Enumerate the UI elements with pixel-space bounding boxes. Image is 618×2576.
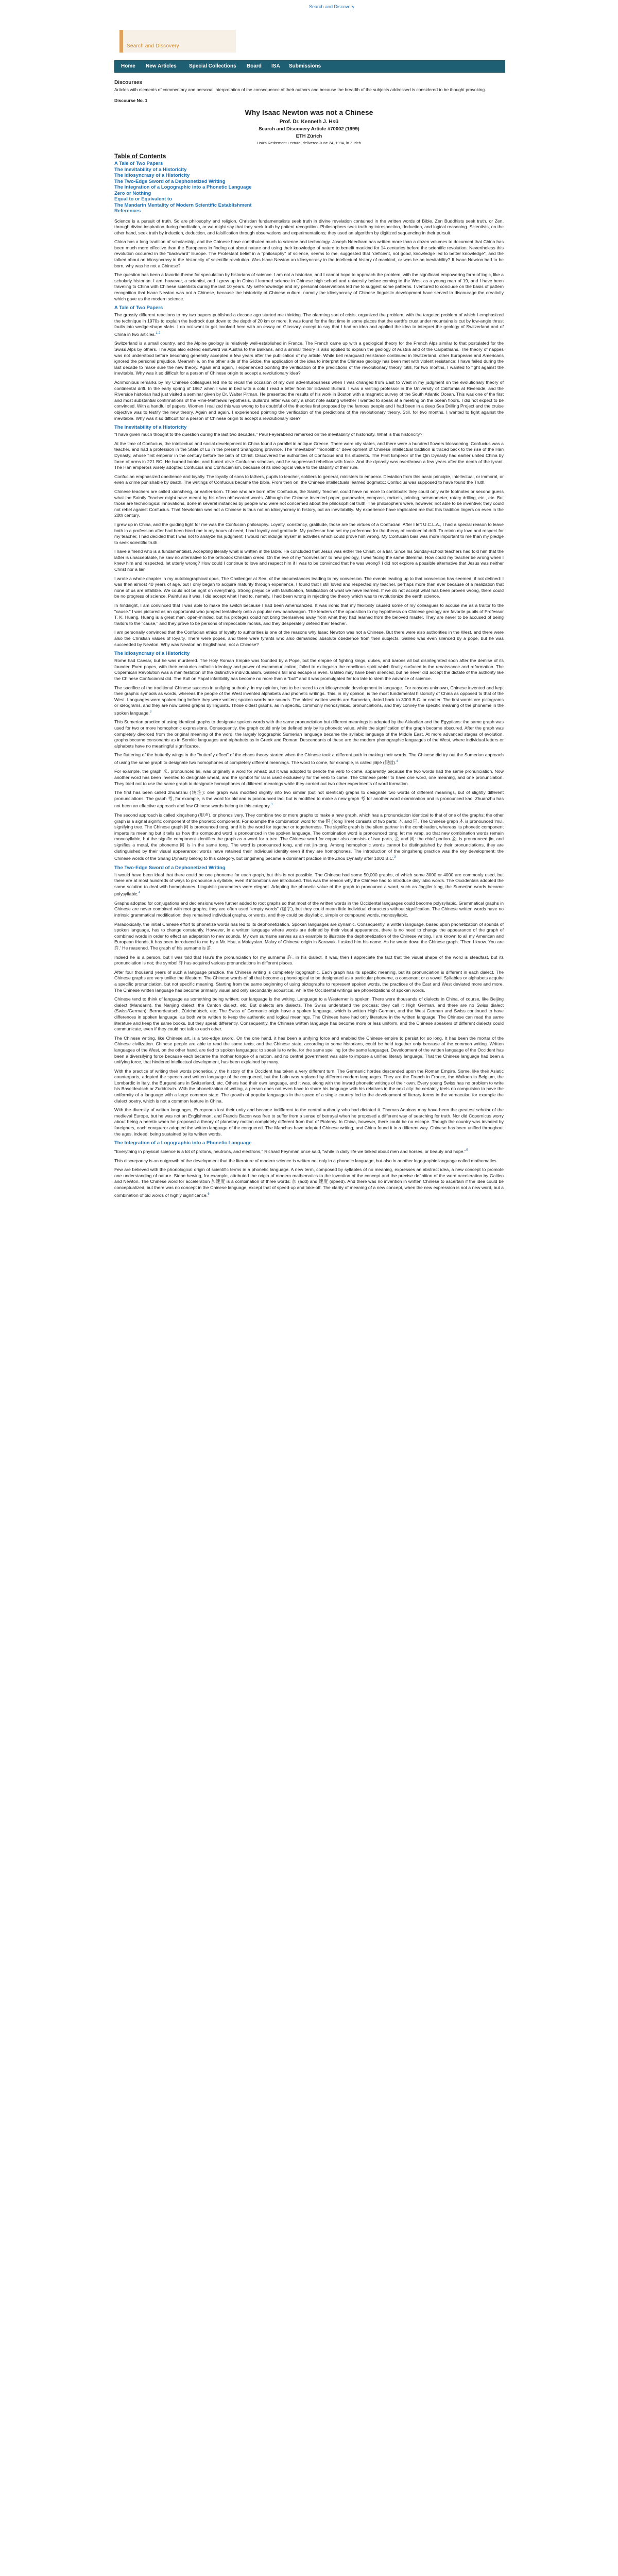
toc-link-zero-or-nothing[interactable]: Zero or Nothing bbox=[114, 190, 151, 196]
body-paragraph bbox=[114, 872, 504, 897]
body-paragraph bbox=[114, 1147, 504, 1155]
paragraph-text: Acrimonious remarks by my Chinese colleagues led me to recall the occasion of my own adventurousness when I was changed from East to West in my judgment on the evolutionary theory of continental drift. In the early spring of 1967 when I was in bed with a cold I read a letter from Sir Edward Bullard. I was a visiting professor in the University of California at Riverside, and the Riverside historian had just visited a seminar given by Dr. Walter Pitman. He presented the results of his work in Boston with a magnetic survey of the South Atlantic Ocean. This was one of the first and most substantial confirmations of the Vine-Matthews hypothesis. Bullard's letter was only a short note asking whether I wanted to speak at a meeting on the ocean floors. I did not expect to be convinced. With a handful of papers. Women I realized this was wrong to be doubtful of the theories first proposed by the famous people and I had been in a deep Sea Drilling Project and the cruise objective was to testify the new theory. Again and again, I experienced pointing the verification of the predictions of the revolutionary theory. Still, for two months, I wanted to fight against the inevitable. Why was it so difficult for a person of Chinese origin to accept a revolutionary idea? bbox=[114, 380, 504, 421]
paragraph-text: China has a long tradition of scholarship, and the Chinese have contributed much to science and technology. Joseph Needham has written more than a dozen volumes to document that China has been much more effective than the Europeans in finding out about nature and using their knowledge of nature to benefit mankind for 14 centuries before the scientific revolution. Nevertheless this revolution occurred in the "backward" Europe. The Protestant belief in a "philosophy" of science, seems to me, suggested that "deficient, not good, knowledge led to better knowledge", and the talked about an idiosyncrasy in the historicity of scientific revolution. Was Isaac Newton an idiosyncrasy in the intellectual history of mankind, or was he an inevitability? If Isaac Newton had to be born, why was he not a Chinese? bbox=[114, 239, 504, 268]
body-paragraph bbox=[114, 441, 504, 471]
body-paragraph bbox=[114, 432, 504, 438]
toc-item bbox=[114, 173, 504, 179]
footnote-reference[interactable]: 3 bbox=[270, 803, 273, 807]
toc-link-idiosyncrasy[interactable]: The Idiosyncrasy of a Historicity bbox=[114, 173, 190, 178]
breadcrumb[interactable]: Discourses bbox=[114, 80, 142, 86]
paragraph-text: Paradoxically, the initial Chinese effort to phonetize words has led to its dephonetization. Spoken languages are dynamic. Consequently, a written language, based upon phonetization of sounds of spoken language, has to change constantly. However, in a written language where words are defined by their visual appearance, there is no need to change the appearance of the graph of combined words in order to effect an adaptation to new sounds. My own surname serves as an example to illustrate the dephonetization of the Chinese writing. I am known to all my American and European friends, it has been introduced to me by a Mr. Hsu, a Malaysian. Malay of Chinese origin in Sarawak. I asked him his name. As he wrote down the Chinese graph. 'Then I know. You are 許.' He reasoned. The graph of his surname is 許. bbox=[114, 921, 504, 951]
body-paragraph bbox=[114, 752, 504, 766]
table-of-contents bbox=[114, 161, 504, 214]
body-paragraph bbox=[114, 1036, 504, 1065]
paragraph-text: "Everything in physical science is a lot of protons, neutrons, and electrons," Richard Feynman once said, "while in daily life we talked about men and horses, or beauty and hope." bbox=[114, 1149, 467, 1155]
body-paragraph bbox=[114, 549, 504, 572]
toc-item bbox=[114, 167, 504, 173]
nav-submissions[interactable]: Submissions bbox=[289, 63, 321, 69]
body-paragraph bbox=[114, 658, 504, 682]
paragraph-text: Graphs adopted for conjugations and declensions were further added to root graphs so that most of the written words in the Occidental languages could become polysyllabic. Grammatical graphs in Chinese are never combined with root graphs; they are often used "empty words" (虚字), but they could mean little individual characters without signification. The Chinese written words have no intrinsic grammatical modification: they remained individual graphs, or words, and they could be disyllabic, simple or compound words, monosyllabic. bbox=[114, 900, 504, 918]
paragraph-text: Chinese tend to think of language as something being written; our language is the writing. Language to a Westerner is spoken. There were thousands of dialects in China, of course, like Beijing dialect (Mandarin), the Nanjing dialect, the Canton dialect, etc. But dialects are dialects. The Swiss understand the process; they call it High German, and there are no Swiss dialect (Swiss/German): Bernerdeutsch, Zürichdütsch, etc. The Swiss of Germanic origin have a spoken language, which is written High German, and the West German and Swiss continued to have differences in spoken language, as both write written to keep the authentic and logical meanings. The Chinese have had only literature in the written language. The Chinese can read the same literature and keep the same books, but they speak differently. Consequently, the Chinese written language has become more or less uniform, and the Chinese speakers of different dialects could communicate, even if they could not talk to each other. bbox=[114, 996, 504, 1032]
top-home-link[interactable]: Search and Discovery bbox=[309, 4, 355, 9]
paragraph-text: Chinese teachers are called xiansheng, or earlier-born. Those who are born after Confucius, the Saintly Teacher, could have no more to contribute: they could only write footnotes or second guess what the Saintly Teacher might have meant by his often obfuscated words. Although the Chinese invented paper, gunpowder, compass, rockets, printing, seismometer, rotary drilling, etc., etc. But those are technological innovations, done in several instances by people who were not concerned about the philosophical truth. The philosophers were, however, not able to be inventive; they could not rebel against Confucius. That Newtonian was not a Chinese is thus not an idiosyncrasy in history, but an inevitability. My experience have implicated me that this tradition lingers on even in the 20th century. bbox=[114, 488, 504, 518]
body-paragraph bbox=[114, 239, 504, 269]
paragraph-text: With the practice of writing their words phonetically, the history of the Occident has taken a very different turn. The Germanic hordes descended upon the Roman Empire. Some, like their Asiatic counterparts, adopted the speech and written language of the conquered, but the Latin was replaced by different modern languages. They are the French in France, the Walloon in Belgium, the Lombardic in Italy, the Burgundians in Switzerland, etc. Others had their own language, and it was, along with the inward phonetic writings of their own. Every young Swiss has no problem to write his Baseldeutsch or Zuridütsch. With the phonetization of writing, a person does not even have to share his language with his relatives in the next city: he certainly feels no compulsion to have the uniformity of a language with a large common state. The growth of popular languages in the space of a single country led to the development of literary forms in the vernacular, for example the dialect poetry, which is not a common feature in China. bbox=[114, 1068, 504, 1104]
paragraph-text: Few are believed with the phonological origin of scientific terms in a phonetic language. A new term, composed by syllables of no meaning, expresses an abstract idea, a new concept to promote one understanding of nature. Stone-hewing, for example, attributed the origin of modern mathematics to the invention of the concept and the precise definition of the word acceleration by Galileo and Newton. The Chinese word for acceleration 加速度 is a combination of three words: 加 (add) and 速度 (speed). And there was no invention in written Chinese to ascertain if the idea could be conceptualized, but there was no concept in the Chinese language, except that of speed-up and take-off. The clarity of meaning of a new concept, when the new expression is not a new word, but a combination of old words of highly significance. bbox=[114, 1167, 504, 1198]
discourse-number: Discourse No. 1 bbox=[114, 98, 148, 103]
section-heading: The Integration of a Logographic into a Phonetic Language bbox=[114, 1140, 252, 1146]
body-paragraph bbox=[114, 812, 504, 862]
toc-item bbox=[114, 184, 504, 191]
toc-link-references[interactable]: References bbox=[114, 208, 141, 214]
paragraph-text: At the time of Confucius, the intellectual and social development in China found a parallel in antique Greece. There were city states, and there were a hundred flowers blossoming. Confucius was a teacher, and had a profession in the State of Lu in the present Shangdong province. The "inevitable" "monolithic" development of Chinese intellectual tradition is traced back to the rise of the Han Dynasty, whose first emperor in the century before the birth of Christ. Discovered the authorities of Confucius and his students. The First Emperor of the Qin Dynasty had earlier united China by force of arms in 221 BC. He burned books, and buried alive Confucian scholars, and he suppressed rebellion with force. And the dynasty was overthrown a few years after the death of the tyrant. The Han emperors wisely adopted Confucius and Confucianism, because of its ideological value to the stability of their rule. bbox=[114, 440, 504, 470]
nav-new-articles[interactable]: New Articles bbox=[146, 63, 177, 69]
footnote-reference[interactable]: 3 bbox=[394, 855, 396, 859]
paragraph-text: It would have been ideal that there could be one phoneme for each graph, but this is not possible. The Chinese had some 50,000 graphs, of which some 3000 or 4000 are commonly used, but there are at most hundreds of ways to pronounce a syllable, even if intonations are introduced. This was the reason why the Chinese had to introduce disyllabic words. The Occidentals adopted the same solution to deal with homophones. Linguistic parameters were elegant. Adopting the phonetic value of the graph to pronounce a word, such as Jagjiler king, the Sumerian words became polysyllabic. bbox=[114, 872, 504, 897]
toc-item bbox=[114, 191, 504, 197]
toc-link-mandarin-mentality[interactable]: The Mandarin Mentality of Modern Scientific Establishment bbox=[114, 202, 252, 208]
body-paragraph bbox=[114, 901, 504, 919]
paragraph-text: Confucian emphasized obedience and loyalty. The loyalty of sons to fathers, pupils to teacher, soldiers to general, ministers to emperor. Deviation from this basic principle, intellectual, or immoral, or even a crime punishable by death. The writings of Confucius became the bible. From then on, the Chinese intellectuals learned dogmatic: Confucius was supposed to have found the Truth. bbox=[114, 473, 504, 485]
body-paragraph bbox=[114, 1158, 504, 1164]
body-paragraph bbox=[114, 790, 504, 809]
footnote-reference[interactable]: 3 bbox=[149, 709, 152, 714]
paragraph-text: This discrepancy is an outgrowth of the development that the literature of modern science is written not only in a phonetic language, but also in another logographic language called mathematics. bbox=[114, 1158, 498, 1163]
main-navigation bbox=[114, 60, 505, 73]
paragraph-text: The grossly different reactions to my two papers published a decade ago started me thinking. The alarming sort of crisis, organized the problem, with the targeted problem of which I emphasized the technique in 1970s to explain the bedrock dust down to the depth of 20 km or more. It was found for the first time in some places that the earth's crust under mountains is cut by low-angle thrust faults into wedge-shape slabs. I do not want to get involved here with an essay on Glossary, except to say that I had an idea and applied the idea to interpret the geology of Switzerland and of China in two articles. bbox=[114, 312, 504, 337]
section-intro: Articles with elements of commentary and personal interpretation of the consequence of their authors and because the breadth of the subjects addressed is considered to be thought provoking. bbox=[114, 87, 486, 92]
body-paragraph bbox=[114, 1107, 504, 1137]
body-paragraph bbox=[114, 1069, 504, 1105]
toc-link-two-edge-sword[interactable]: The Two-Edge Sword of a Dephonetized Writing bbox=[114, 178, 226, 184]
body-paragraph bbox=[114, 272, 504, 302]
article-event: Hsü's Retirement Lecture, delivered June 24, 1994, in Zürich bbox=[257, 141, 361, 145]
body-paragraph bbox=[114, 218, 504, 236]
paragraph-text: I have a friend who is a fundamentalist. Accepting literally what is written in the Bible. He concluded that Jesus was either the Christ, or a liar. Since his Sunday-school teachers had told him that the latter is unacceptable, he saw no alternative to the orthodox Christian creed. On the eve of my "conversion" to new geology, I was facing the same dilemma. How could my teacher be wrong when I knew him and respected, let utterly wrong? How could I continue to love and respect him if I was to be convinced that he was wrong? I did not explore a possible alternative that Jesus was neither Christ nor a liar. bbox=[114, 549, 504, 572]
body-paragraph bbox=[114, 576, 504, 600]
body-paragraph bbox=[114, 719, 504, 749]
toc-item bbox=[114, 161, 504, 167]
paragraph-text: In hindsight, I am convinced that I was able to make the switch because I had been Americanized. It was ironic that my flexibility caused some of my colleagues to accuse me as a traitor to the "cause." I was pictured as an opportunist who jumped tentatively onto a popular new bandwagon. The leaders of the opposition to my hypothesis on Chinese geology are favorite pupils of Professor T. K. Huang. Huang is a great man, open-minded, but his proteges could not bring themselves away from what they had learned from the beloved master. They are never to be accused of being traitors to the "cause," and they prove to be persons of impeccable morals, and they desperately defend their teacher. bbox=[114, 603, 504, 626]
logo-text: Search and Discovery bbox=[127, 43, 179, 49]
paragraph-text: With the diversity of written languages, Europeans lost their unity and became indifferent to the central authority who had dictated it. Thomas Aquinas may have been the greatest scholar of the medieval Europe, but he was not an Englishman, and Francis Bacon was free to suffer from a sense of betrayal when he proposed a different way of searching for truth. Nor did Copernicus worry about being a heretic when he proposed a theory of planetary motion completely different from that of Ptolemy. In China, however, there could be no escape. Though the country was invaded by foreigners, each conqueror adopted the written language of the conquered. The Manchus have adopted Chinese writing, and China found it in a different way. Chinese has been unified throughout the ages, indeed: being sustained by its written words. bbox=[114, 1107, 504, 1137]
paragraph-text: I am personally convinced that the Confucian ethics of loyalty to authorities is one of the reasons why Isaac Newton was not a Chinese. But there were also authorities in the West, and there were also the Christian values of loyalty. There were popes, and there were tyrants who also demanded absolute obedience from their subjects. Galileo was even silenced by a pope, but he was succeeded by Newton. Why was Newton an Englishman, not a Chinese? bbox=[114, 630, 504, 647]
site-header bbox=[0, 0, 618, 57]
footnote-reference[interactable]: 4 bbox=[396, 759, 398, 763]
article-author: Prof. Dr. Kenneth J. Hsü bbox=[279, 119, 339, 125]
paragraph-text: The sacrifice of the traditional Chinese success in unifying authority, in my opinion, has to be traced to an idiosyncratic development in language. For reasons unknown, Chinese invented and kept their graphic symbols as words, whereas the people of the West invented alphabets and phonetic writings. This, in my opinion, is the most fundamental historicity of China as opposed to that of the West. Languages were spoken long before they were written; spoken words are sounds. The oldest written words are Sumerian, dated back to 3000 B.C. or earlier. The first words are pictograms or ideograms, and they are now called graphs by linguists. Those oldest graphs, as in specific, commonly monosyllabic, pronunciations, and they convey the specific meaning of the phoneme in the spoken language. bbox=[114, 685, 504, 716]
paragraph-text: For example, the graph 来, pronounced lai, was originally a word for wheat; but it was adopted to denote the verb to come, apparently because the two words had the same pronunciation. Now another word has been invented to designate wheat, and the symbol for lai is used exclusively for the verb to come. The Chinese prefer to have one word, one meaning, and one pronunciation. They tried not to use the same graph to designate homophones of different meanings while they carried out two other experiments of word formation. bbox=[114, 769, 504, 786]
footnote-reference[interactable]: 6 bbox=[208, 1192, 210, 1196]
paragraph-text: Switzerland is a small country, and the Alpine geology is relatively well-established in France. The French came up with a geological theory for the French Alps similar to that postulated for the Swiss Alps by others. The Alps also extend eastward via Austria to the Balkans, and a similar theory is also applied to explain the geology of Austria and of the Carpathians. The theory of nappes was not understood before becoming generally accepted a few years after the publication of my article. While bell rearguard resistance continued in Switzerland, other Europeans and Americans ignored the personal prejudice. Meanwhile, on the other side of the Globe, the application of the idea to interpret the Chinese geology has been met with violent resistance; I have failed during the last decade to make sure the new theory. Again and again, I experienced pointing the verification of the predictions of the revolutionary theory. Still, for two months, I wanted to fight against the inevitable. Why was it so difficult for a person of Chinese origin to accept a revolutionary idea? bbox=[114, 341, 504, 376]
paragraph-text: Indeed he is a person, but I was told that Hsu's the pronunciation for my surname 許. in his dialect. It was, then I appreciate the fact that the visual shape of the word is steadfast, but its pronunciation is not; the symbol 許 has acquired various pronunciations in different places. bbox=[114, 954, 504, 966]
body-paragraph bbox=[114, 955, 504, 967]
toc-link-integration[interactable]: The Integration of a Logographic into a Phonetic Language bbox=[114, 184, 252, 190]
toc-link-inevitability[interactable]: The Inevitability of a Historicity bbox=[114, 166, 187, 173]
section-heading: The Inevitability of a Historicity bbox=[114, 425, 187, 431]
section-heading: A Tale of Two Papers bbox=[114, 305, 163, 311]
body-paragraph bbox=[114, 312, 504, 337]
paragraph-text: The first has been called zhuanzhu (转注): one graph was modified slightly into two similar (but not identical) graphs to designate two words of different meanings, but of slightly different pronunciations. The graph 考, for example, is the word for old and is pronounced lao, but is modified to make a new graph 考 for another word examination and is pronounced kao. Zhuanzhu has not been an effective approach and few Chinese words belong to this category. bbox=[114, 790, 504, 809]
paragraph-text: I wrote a whole chapter in my autobiographical opus, The Challenger at Sea, of the circumstances leading to my conversion. The events leading up to that conversion has seemed, if not defined: I was then almost 40 years of age, but I only began to acquire maturity through experience, I found that I still loved and respected my teacher, perhaps more than ever because of a realization that none of us are infallible. We could not be right on everything. Strong prejudice with falsification, falsification of what we have learned. If we do not accept what has been proven wrong, there could be no progress of science. Painful as it was, I did accept what I had to, namely, I had been wrong in rejecting the theory which was to revolutionize the earth science. bbox=[114, 575, 504, 599]
article-content bbox=[114, 79, 504, 1201]
nav-board[interactable]: Board bbox=[247, 63, 262, 69]
paragraph-text: This Sumerian practice of using identical graphs to designate spoken words with the same pronunciation but different meanings is adopted by the Akkadian and the Egyptians: the same graph was used for two or more homophonic expressions. Consequently, the graph could only be defined only by its phonetic value, while the signification of the graph became obscured. After the graph was completely divorced from the original meaning of the word, the largely logographic Sumerian language became the syllabic language of the Middle East. At more advanced stages of evolution, graphs became consonants as in Semitic languages and alphabets as in Greek and Roman. Descendants of these are the modern phonographic languages of the West, where individual letters or alphabets have no meaningful significance. bbox=[114, 719, 504, 749]
body-paragraph bbox=[114, 380, 504, 421]
paragraph-text: I grew up in China, and the guiding light for me was the Confucian philosophy. Loyalty, constancy, gratitude, those are the virtues of a Confucian. After I left U.C.L.A., I had a special reason to leave both in a profession after had been hired me in my hours of need; I had loyalty and gratitude. My professor had set my preference for the theory of continental drift. To retain my love and respect for my teacher, I had decided that I was not to analyze his judgment; I would not indulge myself in activities which could prove him wrong. My Confucian bias was more important to me than my pledge to seek scientific truth. bbox=[114, 521, 504, 545]
body-paragraph bbox=[114, 630, 504, 648]
toc-item bbox=[114, 208, 504, 214]
body-paragraph bbox=[114, 922, 504, 952]
body-paragraph bbox=[114, 970, 504, 993]
toc-item bbox=[114, 196, 504, 202]
paragraph-text: The Chinese writing, like Chinese art, is a two-edge sword. On the one hand, it has been a unifying force and enabled the Chinese empire to persist for so long. It has been the mortar of the Chinese civilization. Chinese people are able to read the same texts, and the Chinese state, according to some historians, could be held together only because of the common writing. Written languages of the West, on the other hand, are tied to spoken languages: to speak is to write, for the same spelling (or the same language). Development of the written language of the Occident has been a diversifying force because each became the mother tongue of a nation, and no central government was able to impose a unified literary language. That the Chinese language had been a unifying force, that hindered intellectual development, has been explained by many. bbox=[114, 1035, 504, 1065]
article-title-block bbox=[114, 108, 504, 145]
footnote-reference[interactable]: 4 bbox=[138, 891, 141, 895]
paragraph-text: Rome had Caesar, but he was murdered. The Holy Roman Empire was founded by a Pope, but the empire of fighting kings, dukes, and barons all but disintegrated soon after the demise of its founder. Even popes, with their centuries catholic ideology and power of excommunication, failed to extinguish the rebellious spirit which finally surfaced in the renaissance and reformation. The Copernican Revolution was a manifestation of the distinctive individualism. Galileo's fall and escape is even. Galileo may have been silenced, but he never did accept the dictate of the authority like the Chinese Confucianist did. The Bull on Papal infallibility has become no more than a "bull" and it was promulgated far too late to stem the advance of science. bbox=[114, 658, 504, 681]
nav-home[interactable]: Home bbox=[121, 63, 135, 69]
article-body bbox=[114, 218, 504, 1199]
paragraph-text: "I have given much thought to the question during the last two decades," Paul Feyerabend remarked on the inevitability of historicity. What is this historicity? bbox=[114, 432, 423, 437]
body-paragraph bbox=[114, 341, 504, 377]
section-heading: The Idiosyncrasy of a Historicity bbox=[114, 651, 190, 657]
footnote-reference[interactable]: 5 bbox=[466, 1148, 468, 1153]
body-paragraph bbox=[114, 603, 504, 626]
nav-special-collections[interactable]: Special Collections bbox=[189, 63, 236, 69]
toc-link-tale-of-two-papers[interactable]: A Tale of Two Papers bbox=[114, 161, 163, 166]
article-number: Search and Discovery Article #70002 (1999) bbox=[259, 126, 359, 132]
body-paragraph bbox=[114, 769, 504, 787]
body-paragraph bbox=[114, 996, 504, 1032]
section-heading: The Two-Edge Sword of a Dephonetized Writing bbox=[114, 865, 226, 871]
site-logo[interactable] bbox=[119, 30, 236, 53]
article-title: Why Isaac Newton was not a Chinese bbox=[245, 108, 373, 116]
paragraph-text: After four thousand years of such a language practice, the Chinese writing is completely logographic. Each graph has its specific meaning, but its pronunciation is different in each dialect. The Chinese graphs are very unlike the Western. The Chinese words of all that become a phonological to be designated as a particular phoneme, a consonant or a vowel. Syllables or alphabets acquire a specific pronunciation, but not specific meaning. Starting from the same beginning of using pictographs to represent spoken words, the practices of the East and West deviated more and more. The Chinese written language has become primarily visual and only secondarily acoustical, while the Occidental writings are phonetizations of spoken words. bbox=[114, 969, 504, 993]
paragraph-text: Science is a pursuit of truth. So are philosophy and religion. Christian fundamentalists seek truth in divine revelation contained in the written words of Bible. Zen Buddhists seek truth, or Zen, through divine inspiration during meditation, or we might say that they seek truth by patient recognition. Philosophers seek truth by introspection, deduction, and logical reasoning. Scientists, on the other hand, seek truth by induction, deduction, and falsification through observations and experimentations; they used an algorithm by digitized sequencing in their pursuit. bbox=[114, 218, 504, 235]
toc-item bbox=[114, 179, 504, 185]
nav-isa[interactable]: ISA bbox=[271, 63, 280, 69]
footnote-reference[interactable]: 1,2 bbox=[156, 331, 161, 335]
body-paragraph bbox=[114, 685, 504, 717]
body-paragraph bbox=[114, 522, 504, 546]
paragraph-text: The fluttering of the butterfly wings in the "butterfly effect" of the chaos theory started when the Chinese took a different path in making their words. The Chinese did try out the Sumerian approach of using the same graph to designate two homophones of completely different meanings. The word to come, for example, is called jiǎjiè (假借). bbox=[114, 752, 504, 765]
body-paragraph bbox=[114, 474, 504, 486]
toc-item bbox=[114, 202, 504, 209]
body-paragraph bbox=[114, 1167, 504, 1198]
body-paragraph bbox=[114, 489, 504, 519]
paragraph-text: The second approach is called xingsheng (形声), or phonosilvery. They combine two or more graphs to make a new graph, which has a pronunciation identical to that of one of the graphs; the other graph is a signal signific component of the phonetic component. For example the combination word for the 铜 (Tong Tree) consists of two parts: 木 and 同. The Chinese graph 木 is pronounced 'mu', signifying tree. The Chinese graph 同 is pronounced tong, and it is the word for together or togetherness. The signific graph is the silent partner in the combination, whereas its phonetic component imparts its meaning but it tells us how this compound word is pronounced in the spoken language. The combination word is pronounced tong; let me wrap, so that new combination words remain monosyllabic, but the signific component identifies the graph as a word for a tree. The Chinese word for copper also consists of two parts, 金 and 同: the chief portion 金, is pronounced jin, and signifies a metal, the phoneme 同 is in the same tong. The word is pronounced tong, and not jin-tong. Among homophonic words cannot be distinguished by their pronunciations, they are distinguished by their visual appearance; words have retained their individual identity even if they are homophones. The introduction of the xingsheng practice was the key development: the Chinese words of the Shang Dynasty belong to this category, but xingsheng became a dominant practice in the Zhou Dynasty after 1000 B.C. bbox=[114, 812, 504, 861]
logo-accent-bar bbox=[119, 30, 123, 53]
toc-link-equal-or-equivalent[interactable]: Equal to or Equivalent to bbox=[114, 196, 172, 202]
article-venue: ETH Zürich bbox=[296, 133, 322, 139]
toc-heading: Table of Contents bbox=[114, 152, 166, 160]
paragraph-text: The question has been a favorite theme for speculation by historians of science. I am not a historian, and I cannot hope to approach the problem, with the significant empowering form of logic, like a scholarly historian. I am, however, a scientist, and I grew up in China I learned science in Chinese high school and university before coming to the West as a young man of 19, and I have been traveling to China with Chinese scientists during the last 10 years. My self-knowledge and my personal observations led me to suggest some patterns. I ventured to conclude on the basis of pattern recognition that Isaac Newton was not a Chinese, because the historicity of Chinese culture, namely the idiosyncrasy of Chinese linguistic development have served to discourage the creativity which gave us the modern science. bbox=[114, 272, 504, 301]
